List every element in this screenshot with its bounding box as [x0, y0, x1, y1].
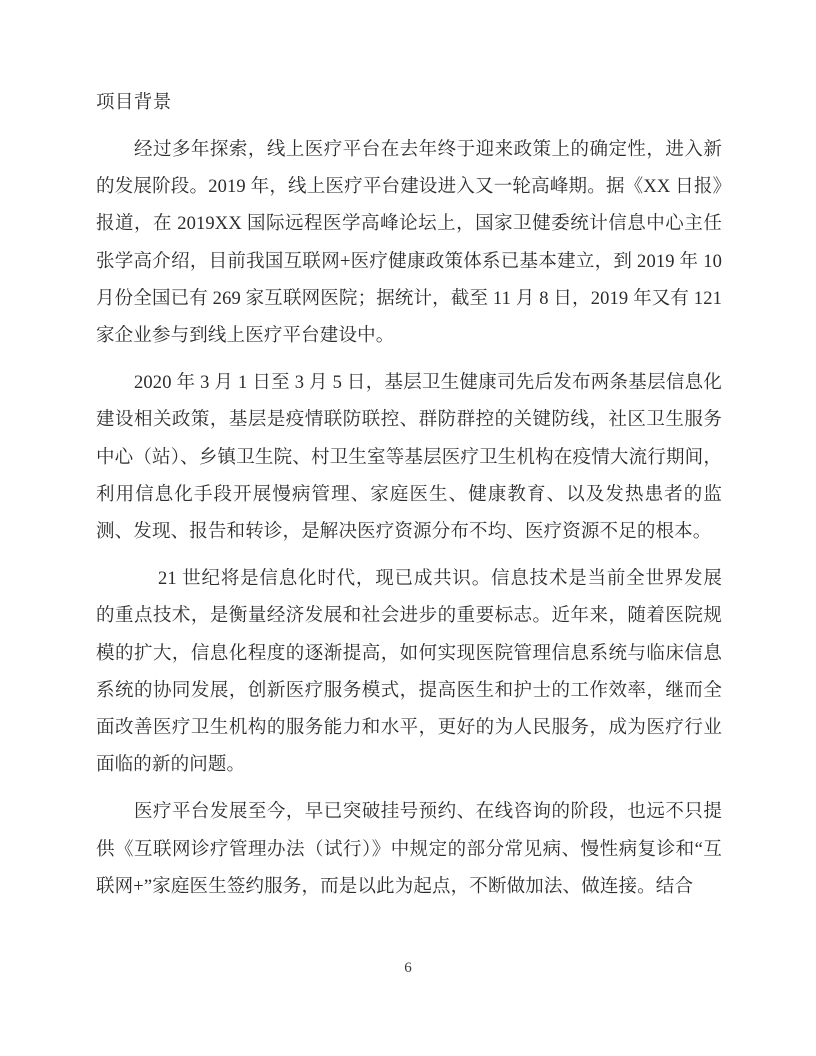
paragraph-4: 医疗平台发展至今，早已突破挂号预约、在线咨询的阶段，也远不只提供《互联网诊疗管理办法（试行）》中规定的部分常见病、慢性病复诊和“互联网+”家庭医生签约服务，而是以此为起点，不断做加法、做连接。结合: [96, 802, 722, 897]
page-number: 6: [404, 960, 412, 976]
document-body: [96, 88, 722, 916]
paragraph-1: 经过多年探索，线上医疗平台在去年终于迎来政策上的确定性，进入新的发展阶段。2019 年，线上医疗平台建设进入又一轮高峰期。据《XX 日报》报道，在 2019XX 国际远程医学高峰论坛上，国家卫健委统计信息中心主任张学高介绍，目前我国互联网+医疗健康政策体系已基本建立，到 2019 年 10 月份全国已有 269 家互联网医院；据统计，截至 11 月 8 日，2019 年又有 121 家企业参与到线上医疗平台建设中。: [96, 140, 722, 347]
paragraph-2: 2020 年 3 月 1 日至 3 月 5 日，基层卫生健康司先后发布两条基层信息化建设相关政策，基层是疫情联防联控、群防群控的关键防线，社区卫生服务中心（站）、乡镇卫生院、村卫生室等基层医疗卫生机构在疫情大流行期间，利用信息化手段开展慢病管理、家庭医生、健康教育、以及发热患者的监测、发现、报告和转诊，是解决医疗资源分布不均、医疗资源不足的根本。: [96, 373, 722, 543]
section-heading: 项目背景: [96, 93, 172, 113]
paragraph-3: 21 世纪将是信息化时代，现已成共识。信息技术是当前全世界发展的重点技术，是衡量经济发展和社会进步的重要标志。近年来，随着医院规模的扩大，信息化程度的逐渐提高，如何实现医院管理信息系统与临床信息系统的协同发展，创新医疗服务模式，提高医生和护士的工作效率，继而全面改善医疗卫生机构的服务能力和水平，更好的为人民服务，成为医疗行业面临的新的问题。: [96, 569, 722, 776]
